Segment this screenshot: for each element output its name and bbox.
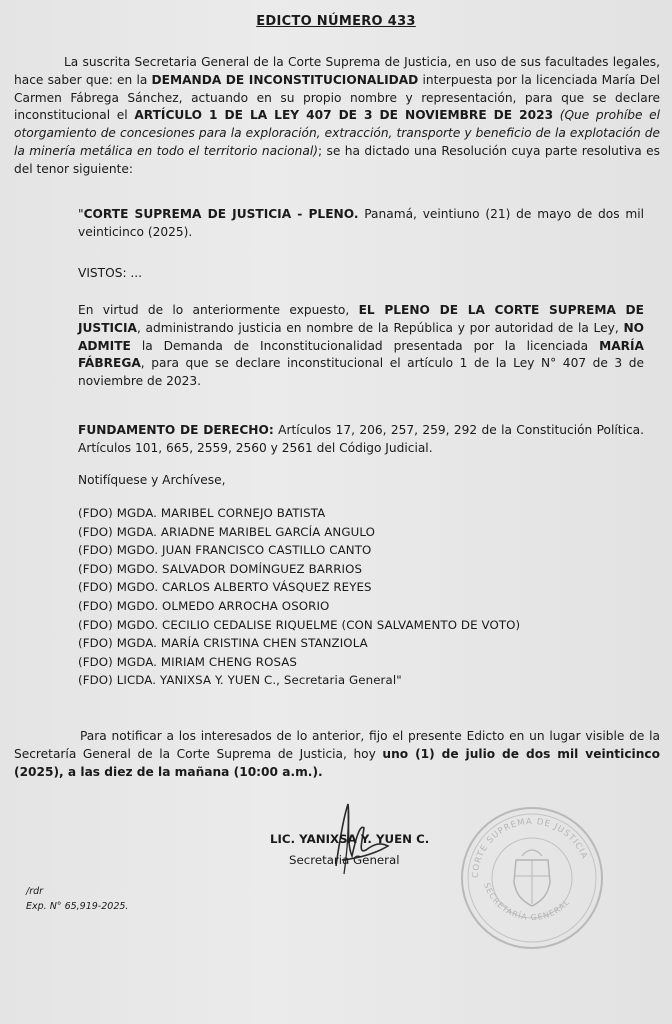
signatory: (FDO) MGDA. MARÍA CRISTINA CHEN STANZIOLA [78,636,368,651]
legal-basis-label: FUNDAMENTO DE DERECHO: [78,423,274,437]
document-title: EDICTO NÚMERO 433 [256,14,416,29]
signatory: (FDO) MGDA. ARIADNE MARIBEL GARCÍA ANGULO [78,524,375,539]
notify-line: Notifíquese y Archívese, [78,473,226,487]
signatory: (FDO) MGDO. CARLOS ALBERTO VÁSQUEZ REYES [78,580,372,595]
resolution-paragraph [78,302,644,391]
signatory: (FDO) MGDO. CECILIO CEDALISE RIQUELME (CON SALVAMENTO DE VOTO) [78,617,521,632]
seal-inner-text: SECRETARÍA GENERAL [482,881,572,923]
legal-basis-text: Artículos 17, 206, 257, 259, 292 de la Constitución Política. Artículos 101, 665, 2559, 2560 y 2561 del Código Judicial. [78,423,644,455]
court-heading: CORTE SUPREMA DE JUSTICIA - PLENO. [83,207,359,221]
signatories-list [78,504,638,690]
intro-bold-2: ARTÍCULO 1 DE LA LEY 407 DE 3 DE NOVIEMBRE DE 2023 [134,108,554,123]
court-date: Panamá, veintiuno (21) de mayo de dos mil veinticinco (2025). [78,207,644,239]
closing-text-1: Para notificar a los interesados de lo anterior, fijo el presente Edicto en un lugar visible de la Secretaría General de la Corte Suprema de Justicia, hoy [14,729,660,761]
res-text-2: , administrando justicia en nombre de la República y por autoridad de la Ley, [136,320,624,335]
signatory: (FDO) MGDA. MARIBEL CORNEJO BATISTA [78,506,326,520]
svg-text:CORTE SUPREMA DE JUSTICIA [471,817,590,878]
res-text-4: , para que se declare inconstitucional el artículo 1 de la Ley N° 407 de 3 de noviembre de 2023. [78,356,644,389]
signatory: (FDO) MGDO. SALVADOR DOMÍNGUEZ BARRIOS [78,561,363,576]
svg-text:SECRETARÍA GENERAL [482,882,572,922]
res-bold-1: EL PLENO DE LA CORTE SUPREMA DE JUSTICIA [78,303,644,335]
case-number: Exp. N° 65,919-2025. [26,901,129,912]
intro-paragraph [14,54,660,179]
legal-basis [78,422,644,458]
closing-paragraph [14,728,660,781]
court-seal [458,804,606,952]
closing-bold: uno (1) de julio de dos mil veinticinco (2025), a las diez de la mañana (10:00 a.m.). [14,746,660,779]
res-bold-3: MARÍA FÁBREGA [78,338,644,371]
intro-text-1: La suscrita Secretaria General de la Corte Suprema de Justicia, en uso de sus facultades legales, hace saber que: en la [14,55,660,87]
intro-text-2: interpuesta por la licenciada María Del Carmen Fábrega Sánchez, actuando en su propio nombre y representación, para que se declare inconstitucional el [14,72,660,123]
signer-name: LIC. YANIXSA Y. YUEN C. [270,832,430,846]
signatory: (FDO) MGDO. JUAN FRANCISCO CASTILLO CANTO [78,543,372,558]
signatory: (FDO) MGDA. MIRIAM CHENG ROSAS [78,654,298,669]
initials-ref: /rdr [26,886,44,897]
signer-role: Secretaria General [289,853,400,867]
quote-header [78,206,644,242]
signatory: (FDO) LICDA. YANIXSA Y. YUEN C., Secretaria General" [78,673,402,688]
intro-italic: (Que prohíbe el otorgamiento de concesiones para la exploración, extracción, transporte y beneficio de la explotación de la minería metálica en todo el territorio nacional) [14,108,661,158]
intro-text-3: ; se ha dictado una Resolución cuya parte resolutiva es del tenor siguiente: [14,143,660,176]
res-bold-2: NO ADMITE [78,320,644,353]
intro-bold-1: DEMANDA DE INCONSTITUCIONALIDAD [151,72,419,87]
res-text-3: la Demanda de Inconstitucionalidad presentada por la licenciada [130,338,600,353]
seal-outer-text: CORTE SUPREMA DE JUSTICIA [470,816,590,879]
vistos: VISTOS: ... [78,266,143,280]
quote-open-mark: " [78,207,84,221]
signatory: (FDO) MGDO. OLMEDO ARROCHA OSORIO [78,598,330,613]
res-text-1: En virtud de lo anteriormente expuesto, [78,303,359,317]
